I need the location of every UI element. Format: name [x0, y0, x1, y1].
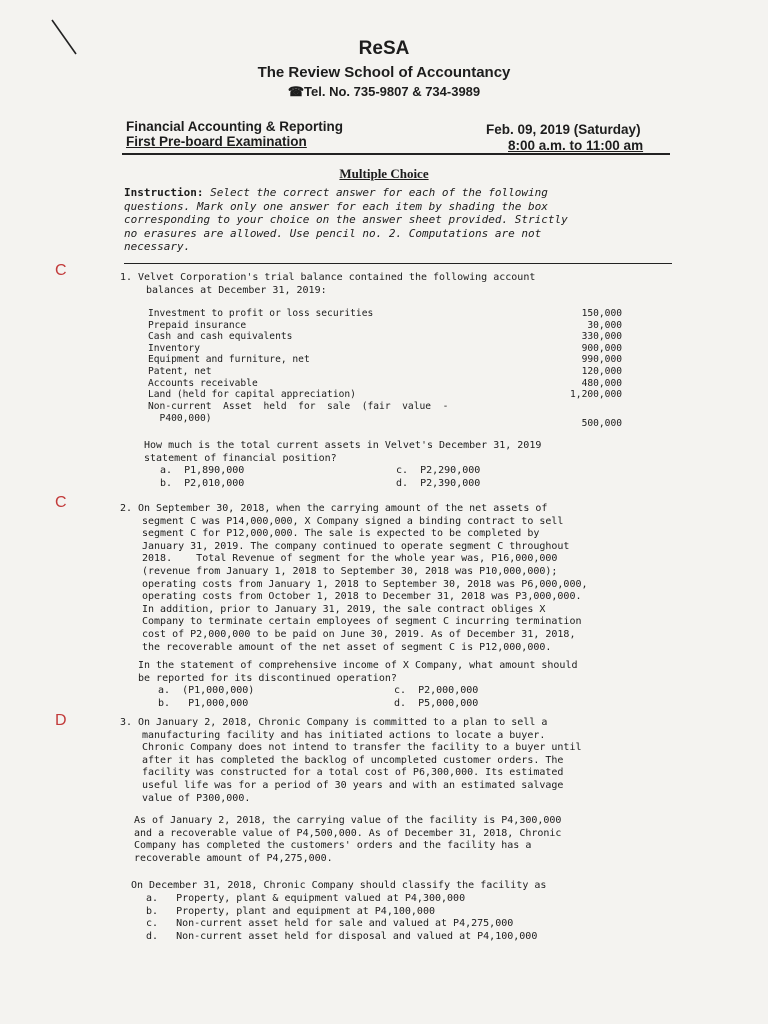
- q3-line: Chronic Company does not intend to transfer the facility to a buyer until: [142, 742, 582, 754]
- q2-line: On September 30, 2018, when the carrying amount of the net assets of: [138, 503, 548, 514]
- school-short-name: ReSA: [358, 38, 410, 59]
- q2-number: 2.: [120, 503, 133, 514]
- q2-line: In addition, prior to January 31, 2019, the sale contract obliges X: [142, 603, 546, 615]
- q1-option-a[interactable]: a. P1,890,000: [160, 465, 245, 476]
- q2-line: operating costs from January 1, 2018 to September 30, 2018 was P6,000,000,: [142, 578, 588, 590]
- q1-option-row-2: [160, 478, 500, 491]
- q2-line: Company to terminate certain employees of segment C incurring termination: [142, 616, 582, 628]
- q1-account-value: 330,000: [581, 331, 622, 343]
- q2-option-d[interactable]: d. P5,000,000: [394, 697, 479, 709]
- q1-account-name: P400,000): [148, 413, 212, 425]
- q3-paragraph-2: [134, 815, 674, 865]
- q1-account-value: 500,000: [581, 418, 622, 430]
- q1-account-table: [148, 308, 622, 430]
- q1-account-name: Cash and cash equivalents: [148, 331, 293, 343]
- q1-account-value: 480,000: [581, 377, 622, 389]
- q3-line: facility was constructed for a total cost of P6,300,000. Its estimated: [142, 767, 564, 779]
- q1-account-value: 990,000: [581, 354, 622, 366]
- instruction-line-4: no erasures are allowed. Use pencil no. 2. Computations are not: [124, 226, 542, 240]
- q3-option-d[interactable]: d. Non-current asset held for disposal and valued at P4,100,000: [146, 930, 538, 942]
- q2-question: [138, 660, 668, 685]
- q1-option-b[interactable]: b. P2,010,000: [160, 477, 245, 489]
- instruction-line-5: necessary.: [124, 240, 191, 254]
- q2-line: 2018. Total Revenue of segment for the whole year was, P16,000,000: [142, 553, 558, 565]
- instruction-label: Instruction:: [124, 186, 204, 199]
- q1-account-row: [148, 320, 622, 332]
- q1-option-row-1: [160, 465, 500, 478]
- q1-account-value: 1,200,000: [570, 389, 622, 401]
- school-name: The Review School of Accountancy: [257, 64, 511, 81]
- q1-account-value: 900,000: [581, 342, 622, 354]
- q2-line-row: [120, 503, 672, 516]
- phone-icon: ☎: [287, 84, 305, 99]
- q3-line: after it has completed the backlog of uncompleted customer orders. The: [142, 754, 564, 766]
- q2-options: [158, 685, 518, 710]
- school-telephone: [0, 84, 768, 100]
- q1-account-row: [148, 389, 622, 401]
- q1-account-name: Equipment and furniture, net: [148, 354, 310, 366]
- q2-line: January 31, 2019. The company continued to operate segment C throughout: [142, 540, 570, 552]
- q3-line: manufacturing facility and has initiated actions to locate a buyer.: [142, 729, 546, 741]
- q3-line: useful life was for a period of 30 years and with an estimated salvage: [142, 779, 564, 791]
- q1-account-name: Prepaid insurance: [148, 319, 247, 331]
- telephone-text: Tel. No. 735-9807 & 734-3989: [304, 84, 481, 99]
- q1-question-line-2: statement of financial position?: [144, 452, 337, 464]
- q1-account-row: [148, 401, 622, 413]
- section-title: Multiple Choice: [339, 166, 429, 181]
- answer-mark-q1: C: [55, 262, 67, 279]
- q2-question-line-2: be reported for its discontinued operation?: [138, 672, 397, 684]
- q3-options: [146, 893, 646, 943]
- q3-para2-line: and a recoverable value of P4,500,000. As of December 31, 2018, Chronic: [134, 827, 562, 839]
- exam-subject: Financial Accounting & Reporting: [126, 119, 344, 134]
- q3-line: value of P300,000.: [142, 792, 251, 804]
- q3-option-a[interactable]: a. Property, plant & equipment valued at P4,300,000: [146, 893, 466, 904]
- q1-account-row: [148, 308, 622, 320]
- q1-option-c[interactable]: c. P2,290,000: [396, 465, 481, 476]
- question-2: [120, 503, 672, 654]
- q1-stem-line-2: balances at December 31, 2019:: [146, 284, 327, 296]
- q2-line: segment C for P12,000,000. The sale is expected to be completed by: [142, 528, 540, 540]
- q2-option-b[interactable]: b. P1,000,000: [158, 697, 249, 709]
- q1-question-line-1: How much is the total current assets in Velvet's December 31, 2019: [144, 440, 542, 451]
- q3-option-c[interactable]: c. Non-current asset held for sale and valued at P4,275,000: [146, 918, 514, 930]
- q1-account-name: Land (held for capital appreciation): [148, 389, 356, 401]
- q2-line: the recoverable amount of the net asset of segment C is P12,000,000.: [142, 641, 552, 653]
- q3-line-row: [120, 717, 672, 730]
- q1-stem-line-1: [120, 272, 672, 285]
- instruction-line-2: questions. Mark only one answer for each item by shading the box: [124, 199, 548, 213]
- q1-account-value: 30,000: [587, 319, 622, 331]
- q1-account-name: Non-current Asset held for sale (fair value -: [148, 400, 449, 412]
- instruction-block: [124, 186, 672, 254]
- q1-stem-text-1: Velvet Corporation's trial balance contained the following account: [138, 272, 536, 283]
- q3-para2-line: recoverable amount of P4,275,000.: [134, 852, 333, 864]
- q1-account-row: [148, 331, 622, 343]
- q1-account-value: 150,000: [581, 308, 622, 319]
- q2-line: cost of P2,000,000 to be paid on June 30, 2019. As of December 31, 2018,: [142, 628, 576, 640]
- q1-account-row: [148, 354, 622, 366]
- answer-mark-q2: C: [55, 494, 67, 511]
- q1-account-row: [148, 343, 622, 355]
- q1-account-row: [148, 366, 622, 378]
- instruction-line-1: [124, 186, 672, 200]
- q3-question: On December 31, 2018, Chronic Company should classify the facility as: [131, 880, 547, 891]
- question-1: [120, 272, 672, 297]
- header-rule: [122, 153, 670, 155]
- q2-line: segment C was P14,000,000, X Company signed a binding contract to sell: [142, 515, 564, 527]
- q2-line: operating costs from October 1, 2018 to December 31, 2018 was P3,000,000.: [142, 591, 582, 603]
- q1-account-value: 120,000: [581, 365, 622, 377]
- q3-para2-line: As of January 2, 2018, the carrying value of the facility is P4,300,000: [134, 815, 562, 826]
- q3-line: On January 2, 2018, Chronic Company is committed to a plan to sell a: [138, 717, 548, 728]
- instruction-line-3: corresponding to your choice on the answer sheet provided. Strictly: [124, 213, 568, 227]
- q1-account-name: Inventory: [148, 342, 200, 354]
- instruction-rule: [124, 263, 672, 264]
- exam-date: Feb. 09, 2019 (Saturday): [486, 122, 641, 137]
- q1-account-name: Investment to profit or loss securities: [148, 308, 374, 319]
- q1-option-d[interactable]: d. P2,390,000: [396, 477, 481, 489]
- question-3: [120, 717, 672, 805]
- exam-time: 8:00 a.m. to 11:00 am: [508, 138, 644, 153]
- q3-number: 3.: [120, 717, 133, 728]
- q2-question-line-1: In the statement of comprehensive income of X Company, what amount should: [138, 660, 578, 671]
- q1-account-row: [148, 413, 622, 430]
- q1-number: 1.: [120, 272, 133, 283]
- q1-question: [144, 440, 664, 465]
- q1-account-row: [148, 378, 622, 390]
- q2-option-a[interactable]: a. (P1,000,000): [158, 685, 255, 696]
- q2-line: (revenue from January 1, 2018 to September 30, 2018 was P10,000,000);: [142, 565, 558, 577]
- q2-option-row-2: [158, 698, 518, 711]
- q3-option-b[interactable]: b. Property, plant and equipment at P4,100,000: [146, 905, 435, 917]
- answer-mark-q3: D: [55, 712, 67, 729]
- q1-options: [160, 465, 500, 490]
- exam-type: First Pre-board Examination: [126, 134, 307, 149]
- q1-account-name: Accounts receivable: [148, 377, 258, 389]
- q3-para2-line: Company has completed the customers' orders and the facility has a: [134, 840, 532, 852]
- q2-option-row-1: [158, 685, 518, 698]
- instruction-text-1: Select the correct answer for each of the following: [210, 186, 548, 199]
- q1-account-name: Patent, net: [148, 365, 212, 377]
- q2-option-c[interactable]: c. P2,000,000: [394, 685, 479, 696]
